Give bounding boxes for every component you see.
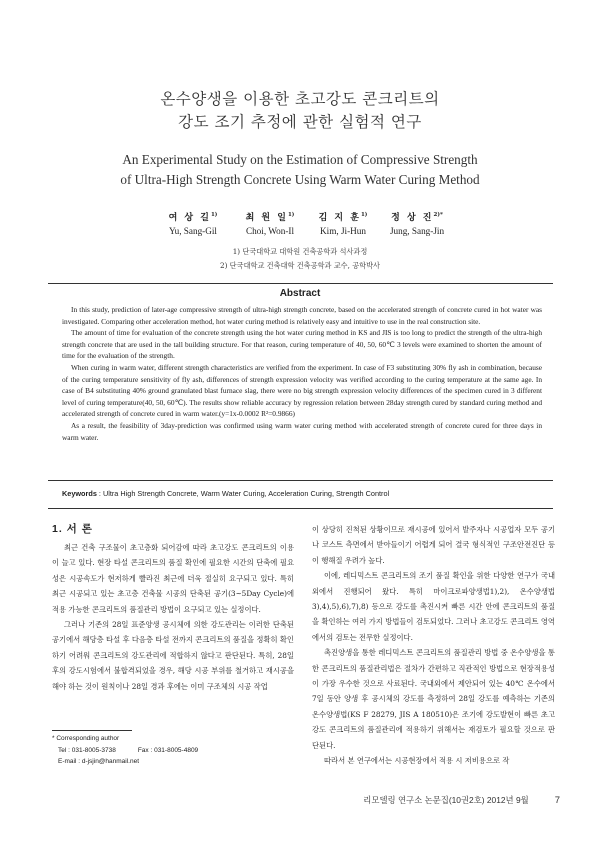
keywords-text: : Ultra High Strength Concrete, Warm Water Curing, Acceleration Curing, Strength Control bbox=[96, 489, 390, 498]
english-title-line-2: of Ultra-High Strength Concrete Using Warm Water Curing Method bbox=[120, 172, 480, 187]
keywords bbox=[62, 489, 542, 498]
author-name-en: Choi, Won-Il bbox=[245, 226, 295, 236]
author-affil-mark: 2)* bbox=[433, 212, 443, 218]
body-paragraph: 최근 건축 구조물이 초고층화 되어감에 따라 초고강도 콘크리트의 이용이 늘고 있다. 현장 타설 콘크리트의 품질 확인에 필요한 시간의 단축에 필요성은 시공속도가 현저하게 빨라진 최근에 더욱 절실히 요구되고 있다. 특히 최근 시공되고 있는 초고층 건축물 시공의 단축된 공기(3~5Day Cycle)에 적용 가능한 콘크리트의 품질관리 방법이 요구되고 있는 실정이다. bbox=[52, 543, 294, 614]
corresponding-author: * Corresponding author bbox=[52, 735, 120, 742]
abstract-heading: Abstract bbox=[279, 288, 321, 299]
keywords-rule bbox=[48, 508, 553, 509]
abstract-paragraph: When curing in warm water, different strength characteristics are verified from the experiment. In case of F3 substituting 30% fly ash in combination, because of the curing temperature sensitivity of fly ash, differences of strength expression velocity was verified according to the curing temperature at the same age. In case of B4 substituting 40% ground granulated blast furnace slag, there were no big strength expression velocity differences of the specimen cured in 3 different level of curing temperature(40, 50, 60℃). The results show reliable accuracy by regression relation between 28day strength cured by standard curing method and accelerated strength of concrete cured in warm water.(y=1x-0.0002 R²=0.9866) bbox=[62, 362, 542, 419]
abstract-top-rule bbox=[48, 283, 553, 284]
author-affil-mark: 1) bbox=[360, 212, 368, 218]
english-title-line-1: An Experimental Study on the Estimation of Compressive Strength bbox=[122, 152, 478, 167]
affiliation-2: 2) 단국대학교 건축대학 건축공학과 교수, 공학박사 bbox=[220, 261, 380, 270]
left-column bbox=[52, 540, 294, 694]
author-affil-mark: 1) bbox=[287, 212, 295, 218]
abstract-bottom-rule bbox=[48, 480, 553, 481]
korean-title-line-1: 온수양생을 이용한 초고강도 콘크리트의 bbox=[160, 90, 440, 108]
affiliation-1: 1) 단국대학교 대학원 건축공학과 석사과정 bbox=[232, 247, 368, 256]
email: E-mail : d-jsjin@hanmail.net bbox=[58, 758, 140, 765]
abstract-body bbox=[62, 304, 542, 443]
telephone: Tel : 031-8005-3738 bbox=[58, 746, 116, 754]
author-4 bbox=[362, 209, 472, 238]
body-paragraph: 그러나 기존의 28일 표준양생 공시체에 의한 강도관리는 이러한 단축된 공기에서 해당층 타설 후 다음층 타설 전까지 콘크리트의 품질을 정확히 확인하기 어려워 콘크리트의 강도관리에 적합하지 않다고 판단된다. 특히, 28일 후의 강도시험에서 불합격되었을 경우, 해당 시공 부위를 철거하고 재시공을 해야 하는 것이 원칙이나 28일 경과 후에는 이미 구조체의 시공 작업 bbox=[52, 620, 294, 691]
body-paragraph: 따라서 본 연구에서는 시공현장에서 적용 시 저비용으로 작 bbox=[324, 756, 510, 766]
author-name-en: Yu, Sang-Gil bbox=[169, 226, 217, 236]
keywords-label: Keywords bbox=[62, 489, 97, 498]
footnote bbox=[52, 733, 292, 768]
page-footer bbox=[363, 794, 560, 806]
body-paragraph: 촉진양생을 통한 레디믹스트 콘크리트의 품질관리 방법 중 온수양생을 통한 콘크리트의 품질관리법은 절차가 간편하고 직관적인 방법으로 현장적용성이 가장 우수한 것으로 사료된다. 국내외에서 제안되어 있는 40℃ 온수에서 7일 동안 양생 후 공시체의 강도를 측정하여 28일 강도를 예측하는 기존의 온수양생법(KS F 28279, JIS A 180510)은 조기에 강도발현이 빠른 초고강도 콘크리트의 품질관리에 적용하기 위해서는 재검토가 필요할 것으로 판단된다. bbox=[312, 648, 555, 750]
author-name-en: Jung, Sang-Jin bbox=[389, 226, 445, 236]
korean-title-line-2: 강도 조기 추정에 관한 실험적 연구 bbox=[178, 113, 422, 131]
right-column bbox=[312, 522, 555, 769]
body-paragraph-continued: 이 상당히 진척된 상황이므로 재시공에 있어서 발주자나 시공업자 모두 공기나 코스트 측면에서 받아들이기 어렵게 되어 결국 형식적인 구조안전진단 등이 행해질 우려가 높다. bbox=[312, 525, 555, 565]
author-name-ko: 여 상 길 bbox=[168, 213, 211, 223]
author-name-ko: 김 지 훈 bbox=[318, 213, 361, 223]
author-affil-mark: 1) bbox=[210, 212, 218, 218]
author-name-ko: 최 원 일 bbox=[245, 213, 288, 223]
author-name-en: Kim, Ji-Hun bbox=[320, 226, 366, 236]
page-number: 7 bbox=[554, 795, 560, 806]
abstract-paragraph: In this study, prediction of later-age compressive strength of ultra-high strength concrete, based on the accelerated strength of concrete cured in hot water was investigated. Comparing other acceleration method, hot water curing method is relatively easy and intuitive to use in the real construction site. bbox=[62, 305, 542, 326]
author-name-ko: 정 상 진 bbox=[391, 213, 434, 223]
footnote-rule bbox=[52, 730, 132, 731]
fax: Fax : 031-8005-4809 bbox=[137, 746, 199, 754]
journal-info: 리모델링 연구소 논문집(10권2호) 2012년 9월 bbox=[363, 795, 529, 805]
body-paragraph: 이에, 레디믹스트 콘크리트의 조기 품질 확인을 위한 다양한 연구가 국내외에서 진행되어 왔다. 특히 마이크로파양생법1),2), 온수양생법3),4),5),6),7),8) 등으로 강도를 촉진시켜 빠른 시간 안에 콘크리트의 품질을 확인하는 여러 가지 방법들이 검토되었다. 그러나 초고강도 콘크리트 영역에서의 검토는 전무한 실정이다. bbox=[312, 571, 555, 642]
section-heading: 1. 서 론 bbox=[52, 523, 93, 535]
abstract-paragraph: The amount of time for evaluation of the concrete strength using the hot water curing method in KS and JIS is too long to predict the strength of the ultra-high strength concrete that are used in the tall building structure. For that reason, curing temperature of 40, 50, 60℃ 3 levels were examined to shorten the amount of time for the evaluation of the strength. bbox=[62, 328, 542, 361]
abstract-paragraph: As a result, the feasibility of 3day-prediction was confirmed using warm water curing method with accelerated strength of concrete cured for three days in warm water. bbox=[62, 420, 542, 442]
